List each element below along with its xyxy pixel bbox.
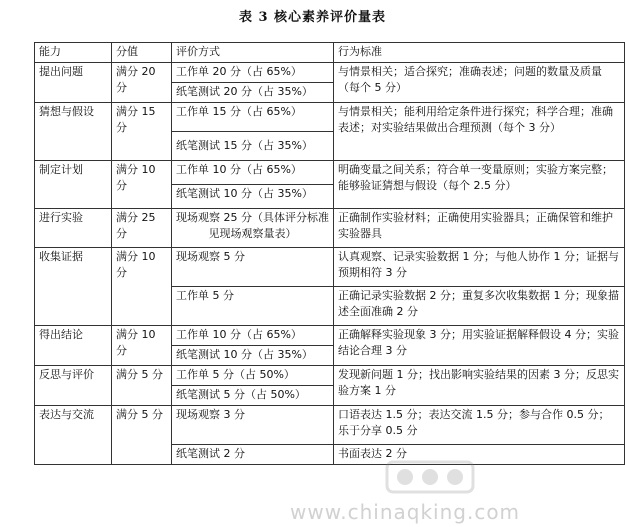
ability-cell: 反思与评价 bbox=[35, 366, 112, 406]
method-cell: 工作单 5 分 bbox=[172, 287, 334, 326]
standard-cell: 正确制作实验材料；正确使用实验器具；正确保管和维护实验器具 bbox=[334, 209, 625, 248]
standard-cell: 口语表达 1.5 分；表达交流 1.5 分；参与合作 0.5 分；乐于分享 0.5 分 bbox=[334, 406, 625, 445]
ability-cell: 制定计划 bbox=[35, 161, 112, 209]
score-cell: 满分 10 分 bbox=[112, 161, 172, 209]
header-row bbox=[35, 43, 625, 63]
ability-cell: 收集证据 bbox=[35, 248, 112, 326]
watermark-text: www.chinaqking.com bbox=[290, 500, 521, 524]
header-method: 评价方式 bbox=[172, 43, 334, 63]
method-cell: 工作单 15 分（占 65%） bbox=[172, 103, 334, 132]
score-cell: 满分 15 分 bbox=[112, 103, 172, 161]
method-cell: 纸笔测试 15 分（占 35%） bbox=[172, 132, 334, 161]
ability-cell: 表达与交流 bbox=[35, 406, 112, 465]
table-row bbox=[35, 103, 625, 132]
standard-cell: 认真观察、记录实验数据 1 分；与他人协作 1 分；证据与预期相符 3 分 bbox=[334, 248, 625, 287]
method-cell: 纸笔测试 2 分 bbox=[172, 445, 334, 465]
method-cell: 工作单 10 分（占 65%） bbox=[172, 161, 334, 185]
method-cell: 纸笔测试 20 分（占 35%） bbox=[172, 83, 334, 103]
standard-cell: 正确解释实验现象 3 分；用实验证据解释假设 4 分；实验结论合理 3 分 bbox=[334, 326, 625, 366]
table-row bbox=[35, 209, 625, 248]
method-cell: 工作单 20 分（占 65%） bbox=[172, 63, 334, 83]
method-cell: 纸笔测试 5 分（占 50%） bbox=[172, 386, 334, 406]
method-cell: 纸笔测试 10 分（占 35%） bbox=[172, 346, 334, 366]
score-cell: 满分 10 分 bbox=[112, 326, 172, 366]
standard-cell: 书面表达 2 分 bbox=[334, 445, 625, 465]
header-ability: 能力 bbox=[35, 43, 112, 63]
standard-cell: 明确变量之间关系；符合单一变量原则；实验方案完整；能够验证猜想与假设（每个 2.5 分） bbox=[334, 161, 625, 209]
header-score: 分值 bbox=[112, 43, 172, 63]
evaluation-table bbox=[34, 42, 625, 465]
score-cell: 满分 5 分 bbox=[112, 366, 172, 406]
ability-cell: 得出结论 bbox=[35, 326, 112, 366]
ability-cell: 猜想与假设 bbox=[35, 103, 112, 161]
ability-cell: 进行实验 bbox=[35, 209, 112, 248]
score-cell: 满分 25 分 bbox=[112, 209, 172, 248]
standard-cell: 正确记录实验数据 2 分；重复多次收集数据 1 分；现象描述全面准确 2 分 bbox=[334, 287, 625, 326]
method-cell: 工作单 5 分（占 50%） bbox=[172, 366, 334, 386]
table-row bbox=[35, 326, 625, 346]
score-cell: 满分 20 分 bbox=[112, 63, 172, 103]
method-cell: 纸笔测试 10 分（占 35%） bbox=[172, 185, 334, 209]
table-row bbox=[35, 366, 625, 386]
standard-cell: 与情景相关；能利用给定条件进行探究；科学合理；准确表述；对实验结果做出合理预测（每个 3 分） bbox=[334, 103, 625, 161]
standard-cell: 与情景相关；适合探究；准确表述；问题的数量及质量（每个 5 分） bbox=[334, 63, 625, 103]
ability-cell: 提出问题 bbox=[35, 63, 112, 103]
method-cell: 工作单 10 分（占 65%） bbox=[172, 326, 334, 346]
header-standard: 行为标准 bbox=[334, 43, 625, 63]
table-caption: 表 3 核心素养评价量表 bbox=[238, 10, 387, 25]
method-cell: 现场观察 3 分 bbox=[172, 406, 334, 445]
table-row bbox=[35, 406, 625, 445]
score-cell: 满分 5 分 bbox=[112, 406, 172, 465]
method-cell: 现场观察 5 分 bbox=[172, 248, 334, 287]
table-row bbox=[35, 161, 625, 185]
method-cell: 现场观察 25 分（具体评分标准见现场观察量表） bbox=[172, 209, 334, 248]
table-row bbox=[35, 63, 625, 83]
table-row bbox=[35, 248, 625, 287]
watermark-logo-icon bbox=[385, 458, 475, 496]
score-cell: 满分 10 分 bbox=[112, 248, 172, 326]
standard-cell: 发现新问题 1 分；找出影响实验结果的因素 3 分；反思实验方案 1 分 bbox=[334, 366, 625, 406]
